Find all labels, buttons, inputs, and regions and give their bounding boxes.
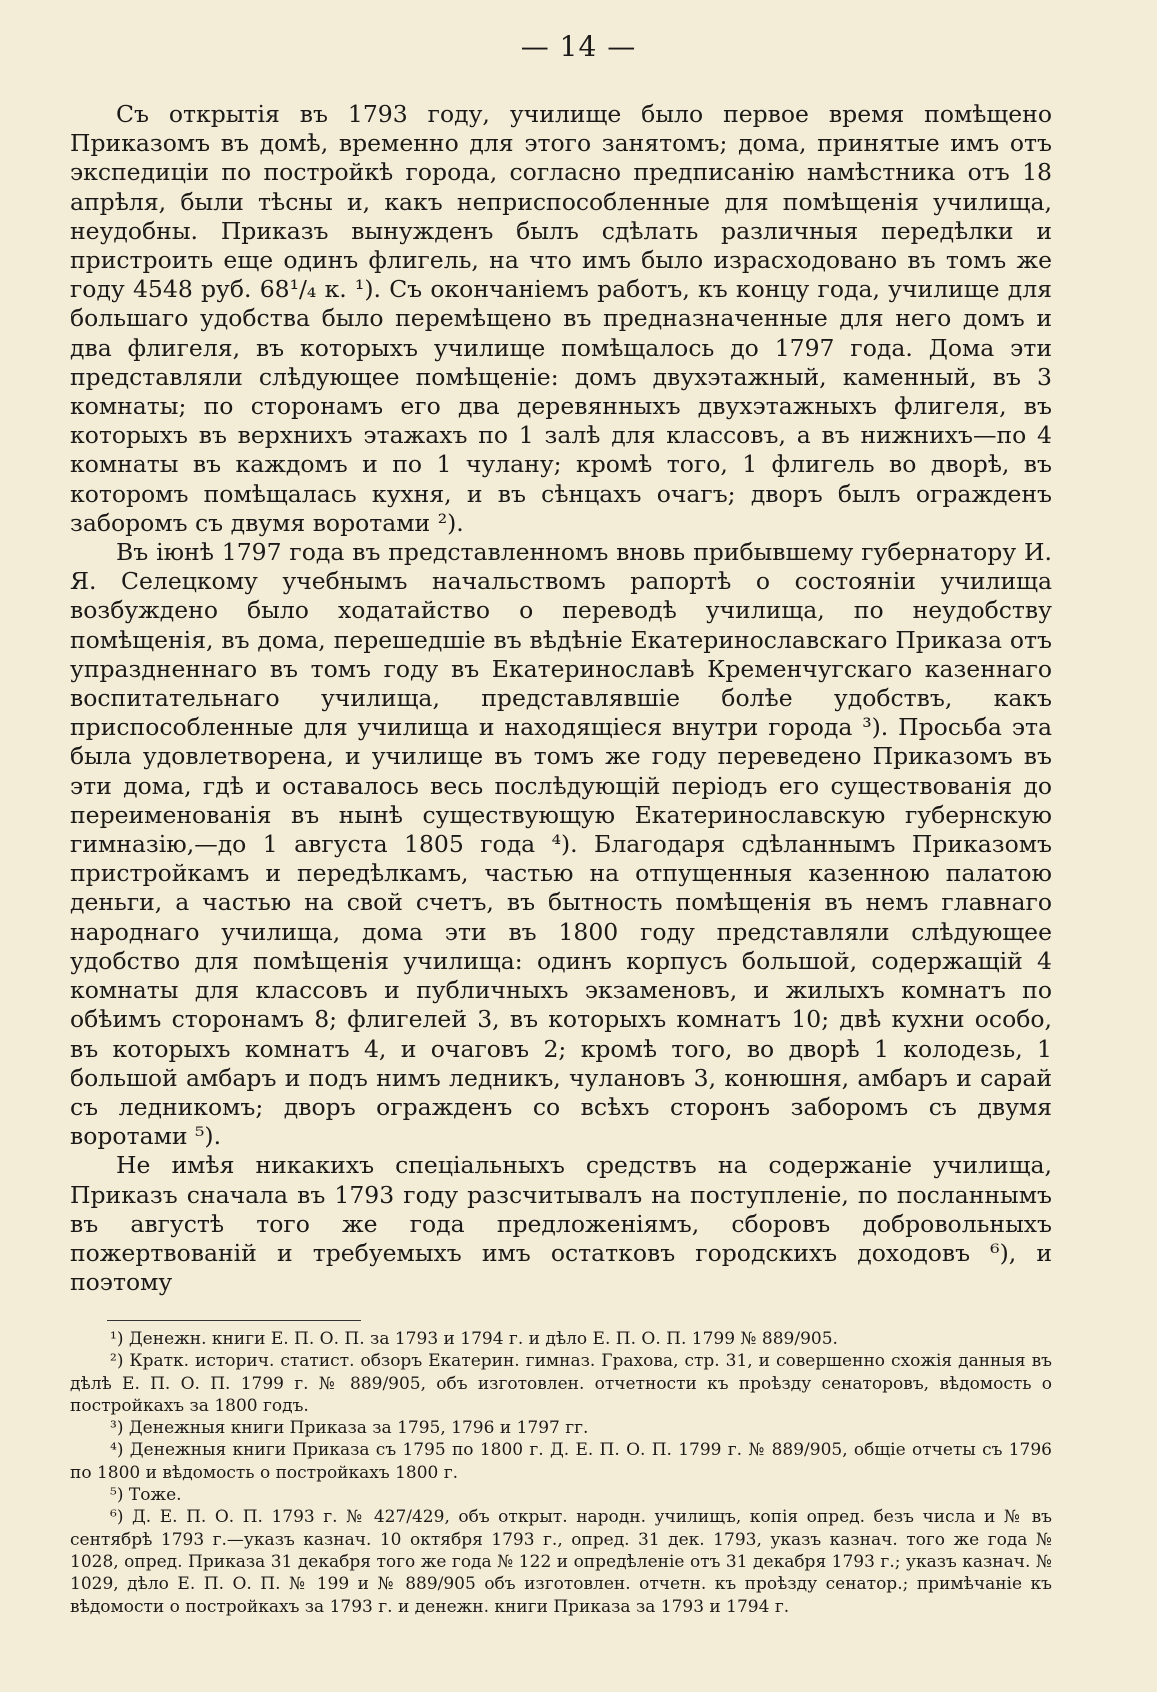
footnote: ⁵) Тоже. bbox=[110, 1485, 182, 1506]
footnotes bbox=[70, 1328, 1052, 1618]
footnote: ⁴) Денежныя книги Приказа съ 1795 по 1800 г. Д. Е. П. О. П. 1799 г. № 889/905, общіе отчеты съ 1796 по 1800 и вѣдомость о постройкахъ 1800 г. bbox=[70, 1440, 1052, 1483]
paragraph: Въ іюнѣ 1797 года въ представленномъ вновь прибывшему губернатору И. Я. Селецкому учебнымъ начальствомъ рапортѣ о состояніи училища возбуждено было ходатайство о переводѣ училища, по неудобству помѣщенія, въ дома, перешедшіе въ вѣдѣніе Екатеринославскаго Приказа отъ упраздненнаго въ томъ году въ Екатеринославѣ Кременчугскаго казеннаго воспитательнаго училища, представлявшіе болѣе удобствъ, какъ приспособленные для училища и находящіеся внутри города ³). Просьба эта была удовлетворена, и училище въ томъ же году переведено Приказомъ въ эти дома, гдѣ и оставалось весь послѣдующій періодъ его существованія до переименованія въ нынѣ существующую Екатеринославскую губернскую гимназію,—до 1 августа 1805 года ⁴). Благодаря сдѣланнымъ Приказомъ пристройкамъ и передѣлкамъ, частью на отпущенныя казенною палатою деньги, а частью на свой счетъ, въ бытность помѣщенія въ немъ главнаго народнаго училища, дома эти въ 1800 году представляли слѣдующее удобство для помѣщенія училища: одинъ корпусъ большой, содержащій 4 комнаты для классовъ и публичныхъ экзаменовъ, и жилыхъ комнатъ по обѣимъ сторонамъ 8; флигелей 3, въ которыхъ комнатъ 10; двѣ кухни особо, въ которыхъ комнатъ 4, и очаговъ 2; кромѣ того, во дворѣ 1 колодезь, 1 большой амбаръ и подъ нимъ ледникъ, чулановъ 3, конюшня, амбаръ и сарай съ ледникомъ; дворъ огражденъ со всѣхъ сторонъ заборомъ съ двумя воротами ⁵). bbox=[70, 538, 1052, 1151]
paragraph: Съ открытія въ 1793 году, училище было первое время помѣщено Приказомъ въ домѣ, временно для этого занятомъ; дома, принятые имъ отъ экспедиціи по постройкѣ города, согласно предписанію намѣстника отъ 18 апрѣля, были тѣсны и, какъ неприспособленные для помѣщенія училища, неудобны. Приказъ вынужденъ былъ сдѣлать различныя передѣлки и пристроить еще одинъ флигель, на что имъ было израсходовано въ томъ же году 4548 руб. 68¹/₄ к. ¹). Съ окончаніемъ работъ, къ концу года, училище для большаго удобства было перемѣщено въ предназначенные для него домъ и два флигеля, въ которыхъ училище помѣщалось до 1797 года. Дома эти представляли слѣдующее помѣщеніе: домъ двухэтажный, каменный, въ 3 комнаты; по сторонамъ его два деревянныхъ двухэтажныхъ флигеля, въ которыхъ въ верхнихъ этажахъ по 1 залѣ для классовъ, а въ нижнихъ—по 4 комнаты въ каждомъ и по 1 чулану; кромѣ того, 1 флигель во дворѣ, въ которомъ помѣщалась кухня, и въ сѣнцахъ очагъ; дворъ былъ огражденъ заборомъ съ двумя воротами ²). bbox=[70, 100, 1052, 537]
page-number: — 14 — bbox=[520, 30, 637, 63]
paragraph: Не имѣя никакихъ спеціальныхъ средствъ на содержаніе училища, Приказъ сначала въ 1793 году разсчитывалъ на поступленіе, по посланнымъ въ августѣ того же года предложеніямъ, сборовъ добровольныхъ пожертвованій и требуемыхъ имъ остатковъ городскихъ доходовъ ⁶), и поэтому bbox=[70, 1151, 1052, 1297]
footnote: ⁶) Д. Е. П. О. П. 1793 г. № 427/429, объ открыт. народн. училищъ, копія опред. безъ числа и № въ сентябрѣ 1793 г.—указъ казнач. 10 октября 1793 г., опред. 31 дек. 1793, указъ казнач. того же года № 1028, опред. Приказа 31 декабря того же года № 122 и опредѣленіе отъ 31 декабря 1793 г.; указъ казнач. № 1029, дѣло Е. П. О. П. № 199 и № 889/905 объ изготовлен. отчетн. къ проѣзду сенатор.; примѣчаніе къ вѣдомости о постройкахъ за 1793 г. и денежн. книги Приказа за 1793 и 1794 г. bbox=[70, 1507, 1052, 1617]
footnote: ¹) Денежн. книги Е. П. О. П. за 1793 и 1794 г. и дѣло Е. П. О. П. 1799 № 889/905. bbox=[110, 1329, 838, 1349]
footnote: ³) Денежныя книги Приказа за 1795, 1796 и 1797 гг. bbox=[110, 1418, 589, 1439]
footnote: ²) Кратк. историч. статист. обзоръ Екатерин. гимназ. Грахова, стр. 31, и совершенно схожія данныя въ дѣлѣ Е. П. О. П. 1799 г. № 889/905, объ изготовлен. отчетности къ проѣзду сенаторовъ, вѣдомость о постройкахъ за 1800 годъ. bbox=[70, 1351, 1052, 1416]
main-text bbox=[70, 100, 1052, 1297]
footnote-divider bbox=[107, 1320, 361, 1321]
